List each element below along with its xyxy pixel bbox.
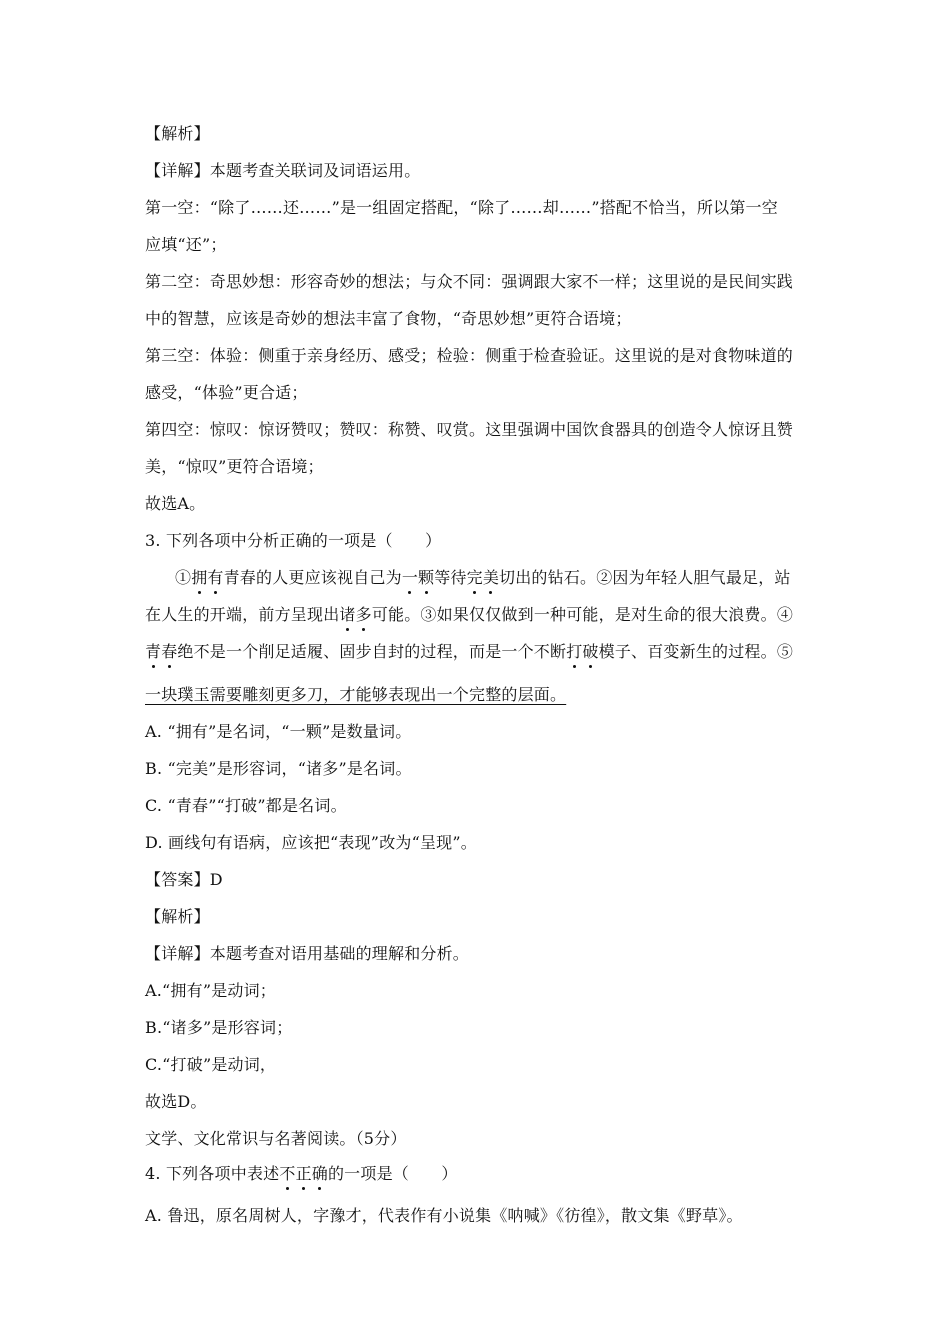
passage-line: [145, 641, 793, 663]
conclusion-line: 故选D。: [145, 1092, 207, 1111]
text-line: 应填“还”；: [145, 235, 227, 254]
stem-text: 4. 下列各项中表述: [145, 1164, 280, 1183]
dotted-char: 春: [161, 642, 178, 661]
passage-text: 绝不是一个削足适履、固步自封的过程，而是一个不断: [177, 642, 567, 661]
dotted-char: 多: [355, 605, 372, 624]
option-d: D. 画线句有语病，应该把“表现”改为“呈现”。: [145, 833, 477, 852]
text-line: 第四空：惊叹：惊讶赞叹；赞叹：称赞、叹赏。这里强调中国饮食器具的创造令人惊讶且赞: [145, 420, 794, 439]
text-line: 第三空：体验：侧重于亲身经历、感受；检验：侧重于检查验证。这里说的是对食物味道的: [145, 346, 794, 365]
dotted-char: 完: [466, 568, 483, 587]
dotted-char: 青: [145, 642, 162, 661]
option-c: C. “青春”“打破”都是名词。: [145, 796, 347, 815]
dotted-char: 正: [295, 1164, 312, 1183]
dotted-word: [467, 568, 499, 587]
option-b: B. “完美”是形容词，“诸多”是名词。: [145, 759, 412, 778]
dotted-word: [279, 1164, 328, 1183]
text-line: 第二空：奇思妙想：形容奇妙的想法；与众不同：强调跟大家不一样；这里说的是民间实践: [145, 272, 794, 291]
dotted-word: [339, 605, 371, 624]
passage-text: 在人生的开端，前方呈现出: [145, 605, 340, 624]
passage-text: 青春的人更应该视自己为: [223, 568, 402, 587]
dotted-char: 确: [311, 1164, 328, 1183]
passage-line: [145, 604, 793, 626]
dotted-char: 颗: [418, 568, 435, 587]
passage-text: 切出的钻石。②因为年轻人胆气最足，站: [499, 568, 791, 587]
conclusion-line: 故选A。: [145, 494, 206, 513]
note-line: C.“打破”是动词，: [145, 1055, 277, 1074]
passage-text: ①: [175, 568, 192, 587]
underlined-sentence: 一块璞玉需要雕刻更多刀，才能够表现出一个完整的层面。: [145, 685, 567, 704]
text-line: 第一空：“除了……还……”是一组固定搭配，“除了……却……”搭配不恰当，所以第一空: [145, 198, 778, 217]
dotted-char: 拥: [191, 568, 208, 587]
note-line: A.“拥有”是动词；: [145, 981, 277, 1000]
question-3-stem: 3. 下列各项中分析正确的一项是（ ）: [145, 531, 442, 550]
section-heading: 文学、文化常识与名著阅读。（5分）: [145, 1129, 407, 1148]
dotted-char: 美: [482, 568, 500, 587]
dotted-char: 诸: [339, 605, 356, 624]
option-a: A. “拥有”是名词，“一颗”是数量词。: [145, 722, 412, 741]
analysis-heading: 【解析】: [145, 907, 210, 926]
dotted-word: [402, 568, 434, 587]
dotted-char: 破: [582, 642, 599, 661]
question-4-stem: [145, 1163, 458, 1185]
text-line: 美，“惊叹”更符合语境；: [145, 457, 324, 476]
passage-text: 可能。③如果仅仅做到一种可能，是对生命的很大浪费。④: [371, 605, 794, 624]
dotted-char: 不: [279, 1164, 296, 1183]
stem-text: 的一项是（ ）: [327, 1164, 458, 1183]
dotted-char: 打: [566, 642, 583, 661]
passage-text: 模子、百变新生的过程。⑤: [598, 642, 794, 661]
dotted-word: [145, 642, 177, 661]
passage-line: [145, 684, 566, 706]
detail-line: 【详解】本题考查对语用基础的理解和分析。: [145, 944, 470, 963]
option-a: A. 鲁迅，原名周树人，字豫才，代表作有小说集《呐喊》《彷徨》，散文集《野草》。: [145, 1206, 743, 1225]
text-line: 感受，“体验”更合适；: [145, 383, 308, 402]
analysis-heading: 【解析】: [145, 124, 210, 143]
text-line: 中的智慧，应该是奇妙的想法丰富了食物，“奇思妙想”更符合语境；: [145, 309, 632, 328]
detail-line: 【详解】本题考查关联词及词语运用。: [145, 161, 421, 180]
dotted-word: [566, 642, 598, 661]
dotted-char: 一: [401, 568, 419, 587]
dotted-char: 有: [207, 568, 224, 587]
passage-line: [175, 567, 791, 589]
answer-line: 【答案】D: [145, 870, 223, 889]
note-line: B.“诸多”是形容词；: [145, 1018, 293, 1037]
passage-text: 等待: [434, 568, 467, 587]
dotted-word: [191, 568, 223, 587]
